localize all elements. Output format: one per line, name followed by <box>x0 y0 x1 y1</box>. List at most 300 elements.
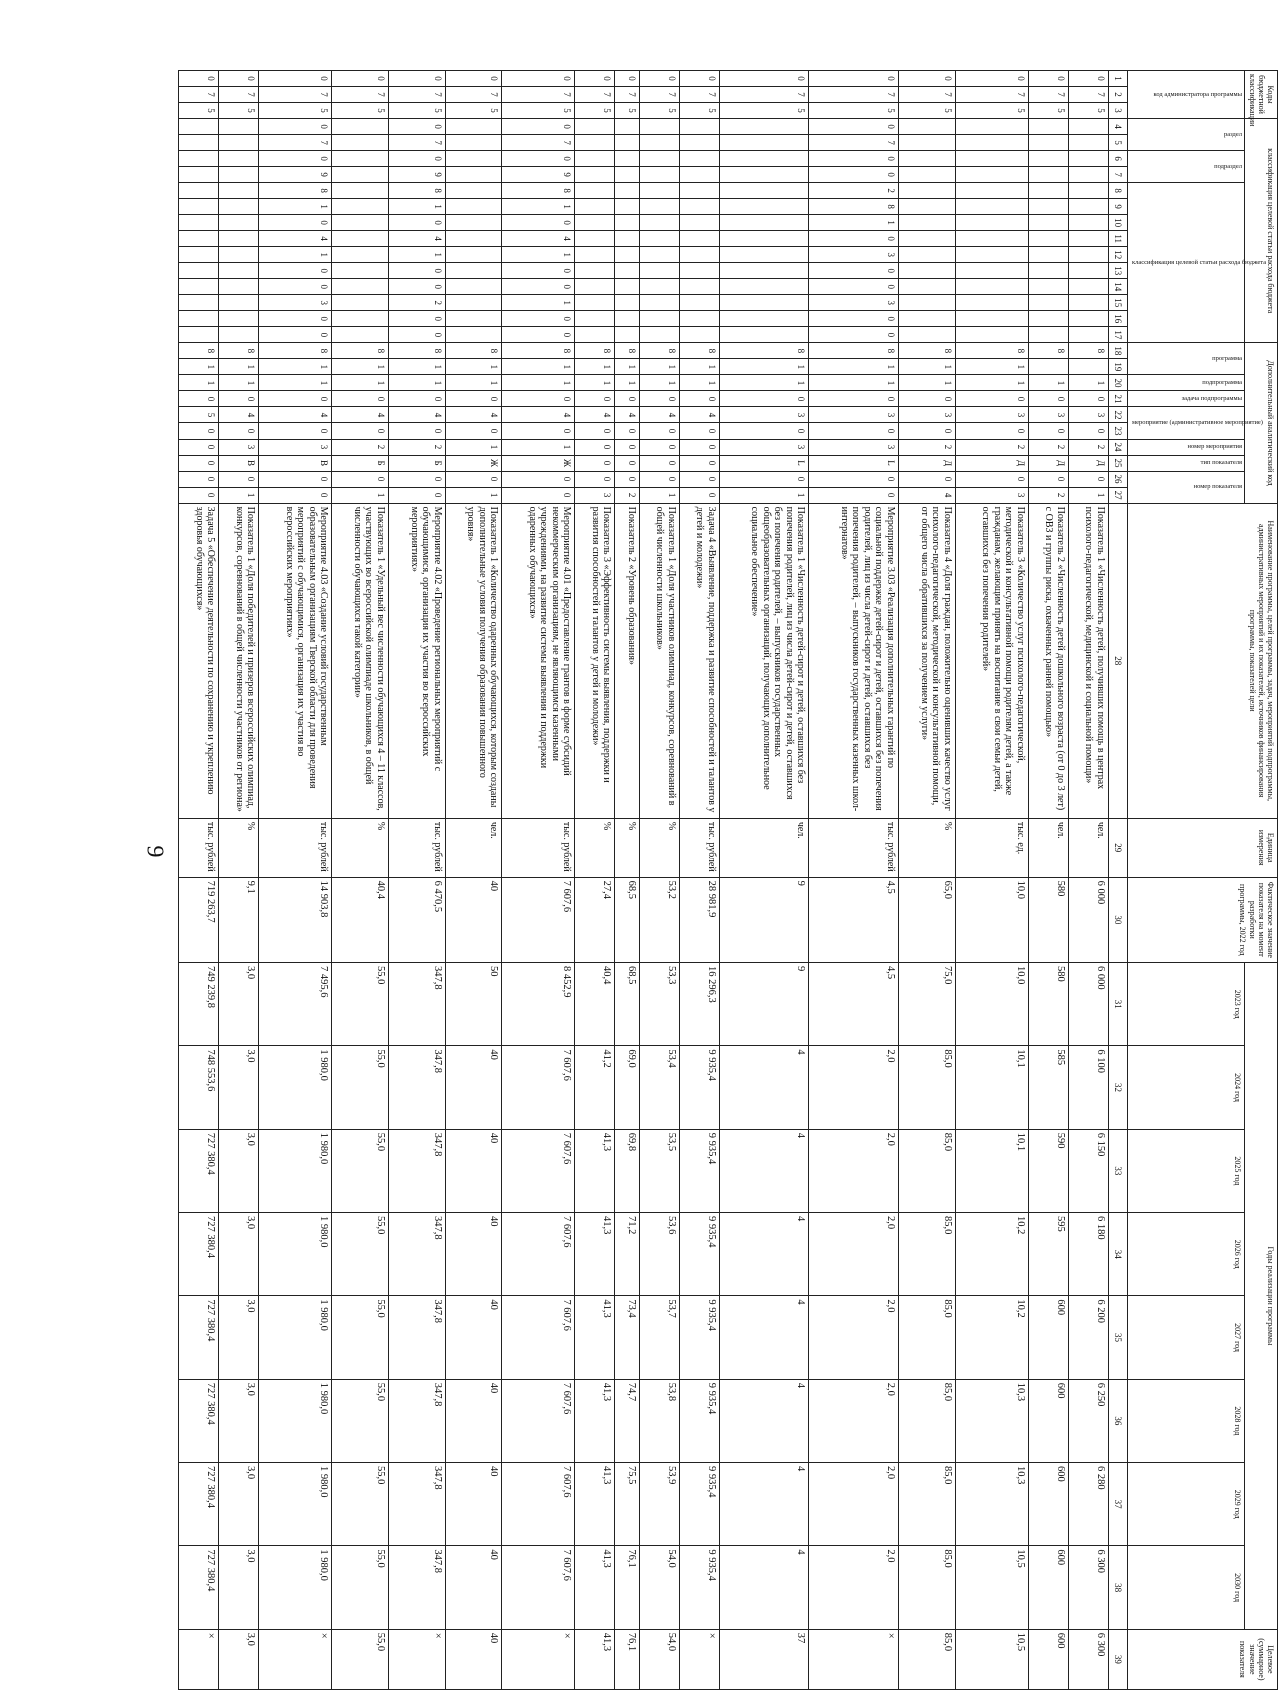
year-value: 1 980,0 <box>259 1046 332 1129</box>
code-digit <box>639 183 679 199</box>
code-digit: 0 <box>445 71 502 87</box>
header-subprog: подпрограмма <box>1127 375 1244 391</box>
code-digit: 0 <box>502 391 575 407</box>
header-task: задача подпрограммы <box>1127 391 1244 407</box>
header-final: Целевое (суммарное) значение показателя <box>1127 1629 1277 1689</box>
code-digit <box>615 183 639 199</box>
year-value: 9 <box>719 963 809 1046</box>
code-digit: 4 <box>219 407 259 423</box>
column-number: 11 <box>1108 231 1127 247</box>
row-unit: тыс. рублей <box>259 818 332 877</box>
year-value: 727 380,4 <box>179 1213 219 1296</box>
code-digit: 0 <box>332 71 389 87</box>
code-digit: 0 <box>615 391 639 407</box>
code-digit <box>1068 311 1108 327</box>
code-digit <box>719 295 809 311</box>
code-digit: 1 <box>388 199 445 215</box>
final-value: 40 <box>445 1629 502 1689</box>
code-digit: 1 <box>445 487 502 503</box>
code-digit: 8 <box>445 343 502 359</box>
code-digit <box>1068 135 1108 151</box>
row-unit: % <box>639 818 679 877</box>
code-digit <box>679 183 719 199</box>
code-digit <box>679 311 719 327</box>
fact-value: 65,0 <box>899 877 956 962</box>
code-digit: 0 <box>679 439 719 455</box>
year-value: 3,0 <box>219 1046 259 1129</box>
code-digit: 3 <box>1028 407 1068 423</box>
code-digit <box>445 327 502 343</box>
row-unit: тыс. рублей <box>809 818 899 877</box>
code-digit <box>719 167 809 183</box>
column-number: 7 <box>1108 167 1127 183</box>
code-digit <box>955 183 1028 199</box>
year-value: 727 380,4 <box>179 1546 219 1629</box>
code-digit <box>179 199 219 215</box>
code-digit <box>445 231 502 247</box>
code-digit: 1 <box>575 359 615 375</box>
code-digit <box>615 279 639 295</box>
column-number: 33 <box>1108 1129 1127 1212</box>
fact-value: 53,2 <box>639 877 679 962</box>
code-digit: 7 <box>388 135 445 151</box>
code-digit: 0 <box>615 423 639 439</box>
code-digit: 2 <box>1068 439 1108 455</box>
code-digit: 1 <box>679 375 719 391</box>
code-digit <box>955 231 1028 247</box>
code-digit <box>219 135 259 151</box>
code-digit <box>899 327 956 343</box>
code-digit: 0 <box>259 423 332 439</box>
code-digit: 0 <box>388 391 445 407</box>
fact-value: 40 <box>445 877 502 962</box>
year-value: 40 <box>445 1129 502 1212</box>
code-digit <box>332 199 389 215</box>
column-numbers-row <box>1108 71 1127 1690</box>
code-digit <box>1068 167 1108 183</box>
code-digit: 0 <box>575 423 615 439</box>
code-digit: 5 <box>1028 103 1068 119</box>
code-digit <box>679 327 719 343</box>
code-digit <box>219 151 259 167</box>
year-value: 1 980,0 <box>259 1546 332 1629</box>
year-value: 69,8 <box>615 1129 639 1212</box>
code-digit: 5 <box>679 103 719 119</box>
row-name: Показатель 2 «Уровень образования» <box>615 503 639 818</box>
code-digit: 0 <box>502 311 575 327</box>
code-digit <box>899 215 956 231</box>
year-value: 6 000 <box>1068 963 1108 1046</box>
code-digit <box>639 215 679 231</box>
code-digit <box>445 215 502 231</box>
code-digit: 1 <box>219 375 259 391</box>
code-digit: 1 <box>575 375 615 391</box>
code-digit: 4 <box>388 407 445 423</box>
code-digit <box>445 135 502 151</box>
code-digit <box>639 327 679 343</box>
year-value: 85,0 <box>899 1546 956 1629</box>
code-digit <box>719 215 809 231</box>
table-row <box>719 71 809 1690</box>
code-digit <box>899 279 956 295</box>
code-digit: 8 <box>259 343 332 359</box>
code-digit: 3 <box>809 439 899 455</box>
code-digit: 1 <box>259 359 332 375</box>
code-digit: 0 <box>1028 391 1068 407</box>
code-digit: 4 <box>502 407 575 423</box>
code-digit <box>955 119 1028 135</box>
code-digit: 0 <box>809 71 899 87</box>
code-digit: 0 <box>219 423 259 439</box>
year-value: 2,0 <box>809 1546 899 1629</box>
year-value: 2,0 <box>809 1046 899 1129</box>
code-digit: 0 <box>332 471 389 487</box>
code-digit <box>179 311 219 327</box>
code-digit: 0 <box>179 487 219 503</box>
code-digit: 7 <box>719 87 809 103</box>
year-value: 53,3 <box>639 963 679 1046</box>
fact-value: 9 <box>719 877 809 962</box>
code-digit: 0 <box>809 263 899 279</box>
code-digit <box>445 279 502 295</box>
code-digit <box>219 215 259 231</box>
code-digit <box>719 199 809 215</box>
code-digit <box>575 199 615 215</box>
code-digit: 5 <box>179 103 219 119</box>
code-digit: 0 <box>719 471 809 487</box>
final-value: 85,0 <box>899 1629 956 1689</box>
code-digit <box>719 279 809 295</box>
code-digit: 7 <box>259 87 332 103</box>
code-digit <box>1028 327 1068 343</box>
row-unit: тыс. ед. <box>955 818 1028 877</box>
year-value: 2,0 <box>809 1213 899 1296</box>
code-digit <box>332 279 389 295</box>
code-digit: 0 <box>809 231 899 247</box>
code-digit <box>899 247 956 263</box>
table-row <box>332 71 389 1690</box>
row-unit: тыс. рублей <box>388 818 445 877</box>
code-digit: 5 <box>1068 103 1108 119</box>
row-name: Показатель 1 «Численность детей, получивших помощь в центрах психолого-педагогической, медицинской и социальной помощи» <box>1068 503 1108 818</box>
code-digit <box>1028 231 1068 247</box>
year-value: 4 <box>719 1379 809 1462</box>
column-number: 4 <box>1108 119 1127 135</box>
year-value: 347,8 <box>388 963 445 1046</box>
code-digit: 7 <box>809 87 899 103</box>
code-digit <box>679 231 719 247</box>
code-digit <box>1068 247 1108 263</box>
final-value: × <box>259 1629 332 1689</box>
code-digit: 0 <box>575 71 615 87</box>
year-value: 1 980,0 <box>259 1379 332 1462</box>
code-digit: 0 <box>502 487 575 503</box>
code-digit: 1 <box>955 375 1028 391</box>
year-value: 1 980,0 <box>259 1213 332 1296</box>
code-digit: 1 <box>1068 375 1108 391</box>
code-digit <box>1028 135 1068 151</box>
year-value: 748 553,6 <box>179 1046 219 1129</box>
code-digit <box>679 151 719 167</box>
year-value: 75,5 <box>615 1463 639 1546</box>
code-digit: 8 <box>332 343 389 359</box>
year-value: 347,8 <box>388 1046 445 1129</box>
code-digit: 2 <box>1028 439 1068 455</box>
header-year-2025: 2025 год <box>1127 1129 1244 1212</box>
year-value: 9 935,4 <box>679 1463 719 1546</box>
code-digit <box>639 231 679 247</box>
row-name: Показатель 3 «Эффективность системы выявления, поддержки и развития способностей и талантов у детей и молодежи» <box>575 503 615 818</box>
code-digit <box>615 295 639 311</box>
code-digit: Б <box>332 455 389 471</box>
code-digit: 0 <box>639 391 679 407</box>
code-digit <box>615 231 639 247</box>
code-digit <box>679 279 719 295</box>
code-digit <box>219 311 259 327</box>
year-value: 41,3 <box>575 1213 615 1296</box>
year-value: 7 495,6 <box>259 963 332 1046</box>
code-digit: 0 <box>388 327 445 343</box>
year-value: 9 935,4 <box>679 1379 719 1462</box>
code-digit <box>575 327 615 343</box>
code-digit <box>679 247 719 263</box>
code-digit: 0 <box>1028 71 1068 87</box>
code-digit: 2 <box>1028 487 1068 503</box>
code-digit <box>899 295 956 311</box>
code-digit <box>219 327 259 343</box>
year-value: 4 <box>719 1129 809 1212</box>
year-value: 53,5 <box>639 1129 679 1212</box>
header-kbk: Коды бюджетной классификации <box>1245 71 1278 119</box>
column-number: 34 <box>1108 1213 1127 1296</box>
code-digit: 0 <box>679 71 719 87</box>
code-digit: В <box>219 455 259 471</box>
year-value: 73,4 <box>615 1296 639 1379</box>
code-digit: 0 <box>575 439 615 455</box>
year-value: 10,2 <box>955 1296 1028 1379</box>
code-digit <box>179 135 219 151</box>
year-value: 71,2 <box>615 1213 639 1296</box>
header-extra-group: Дополнительный аналитический код <box>1245 343 1278 503</box>
final-value: 6 300 <box>1068 1629 1108 1689</box>
year-value: 727 380,4 <box>179 1463 219 1546</box>
code-digit: 0 <box>388 151 445 167</box>
column-number: 12 <box>1108 247 1127 263</box>
code-digit <box>332 183 389 199</box>
code-digit <box>575 183 615 199</box>
code-digit <box>615 199 639 215</box>
code-digit: 1 <box>809 215 899 231</box>
column-number: 17 <box>1108 327 1127 343</box>
year-value: 595 <box>1028 1213 1068 1296</box>
code-digit: 8 <box>955 343 1028 359</box>
code-digit: 1 <box>332 487 389 503</box>
fact-value: 40,4 <box>332 877 389 962</box>
code-digit <box>719 263 809 279</box>
code-digit: 8 <box>502 183 575 199</box>
code-digit: 0 <box>719 423 809 439</box>
row-unit: % <box>899 818 956 877</box>
code-digit: 1 <box>719 359 809 375</box>
year-value: 3,0 <box>219 1379 259 1462</box>
header-admin: код администратора программы <box>1127 71 1244 119</box>
year-value: 53,6 <box>639 1213 679 1296</box>
column-number: 26 <box>1108 471 1127 487</box>
final-value: × <box>809 1629 899 1689</box>
row-unit: чел. <box>445 818 502 877</box>
table-row <box>639 71 679 1690</box>
code-digit: 1 <box>445 439 502 455</box>
code-digit: 8 <box>1068 343 1108 359</box>
column-number: 28 <box>1108 503 1127 818</box>
code-digit: 0 <box>502 151 575 167</box>
code-digit: 8 <box>259 183 332 199</box>
code-digit <box>332 135 389 151</box>
year-value: 580 <box>1028 963 1068 1046</box>
year-value: 50 <box>445 963 502 1046</box>
code-digit <box>899 183 956 199</box>
code-digit: 0 <box>1068 471 1108 487</box>
header-year-2024: 2024 год <box>1127 1046 1244 1129</box>
table-row <box>615 71 639 1690</box>
code-digit: 0 <box>388 471 445 487</box>
final-value: 41,3 <box>575 1629 615 1689</box>
year-value: 10,1 <box>955 1046 1028 1129</box>
code-digit <box>332 295 389 311</box>
code-digit <box>1068 263 1108 279</box>
code-digit: 0 <box>332 423 389 439</box>
code-digit: 1 <box>615 359 639 375</box>
code-digit <box>639 151 679 167</box>
code-digit: 1 <box>1068 487 1108 503</box>
year-value: 10,2 <box>955 1213 1028 1296</box>
year-value: 55,0 <box>332 1546 389 1629</box>
code-digit: 2 <box>899 439 956 455</box>
code-digit: 5 <box>575 103 615 119</box>
year-value: 85,0 <box>899 1379 956 1462</box>
row-name: Мероприятие 4.02 «Проведение региональных мероприятий с обучающимися, организация их участия во всероссийских мероприятиях» <box>388 503 445 818</box>
code-digit: 8 <box>809 199 899 215</box>
fact-value: 28 981,9 <box>679 877 719 962</box>
code-digit: 0 <box>809 487 899 503</box>
code-digit: 0 <box>809 119 899 135</box>
code-digit: 0 <box>502 279 575 295</box>
code-digit <box>445 311 502 327</box>
code-digit: 1 <box>388 375 445 391</box>
code-digit: 0 <box>809 167 899 183</box>
code-digit <box>219 231 259 247</box>
code-digit: 1 <box>219 487 259 503</box>
code-digit: 0 <box>639 455 679 471</box>
row-unit: тыс. рублей <box>502 818 575 877</box>
column-number: 15 <box>1108 295 1127 311</box>
table-row <box>575 71 615 1690</box>
code-digit: 7 <box>219 87 259 103</box>
code-digit <box>719 183 809 199</box>
column-number: 30 <box>1108 877 1127 962</box>
code-digit: 1 <box>639 359 679 375</box>
year-value: 7 607,6 <box>502 1463 575 1546</box>
code-digit: 0 <box>809 311 899 327</box>
year-value: 4 <box>719 1296 809 1379</box>
fact-value: 14 903,8 <box>259 877 332 962</box>
code-digit <box>179 295 219 311</box>
year-value: 53,4 <box>639 1046 679 1129</box>
code-digit <box>1028 199 1068 215</box>
column-number: 37 <box>1108 1463 1127 1546</box>
code-digit <box>1068 199 1108 215</box>
year-value: 3,0 <box>219 1546 259 1629</box>
code-digit: 8 <box>219 343 259 359</box>
code-digit: Д <box>899 455 956 471</box>
fact-value: 27,4 <box>575 877 615 962</box>
year-value: 41,3 <box>575 1129 615 1212</box>
code-digit: 2 <box>332 439 389 455</box>
code-digit <box>575 167 615 183</box>
code-digit: 5 <box>955 103 1028 119</box>
code-digit <box>1028 119 1068 135</box>
code-digit <box>332 247 389 263</box>
code-digit: 0 <box>615 71 639 87</box>
code-digit <box>219 247 259 263</box>
code-digit <box>219 199 259 215</box>
year-value: 55,0 <box>332 1296 389 1379</box>
column-number: 14 <box>1108 279 1127 295</box>
code-digit: 8 <box>388 343 445 359</box>
code-digit: 4 <box>259 407 332 423</box>
code-digit: 0 <box>502 119 575 135</box>
code-digit: 5 <box>388 103 445 119</box>
header-num-event: номер мероприятия <box>1127 439 1244 455</box>
row-unit: чел. <box>1068 818 1108 877</box>
code-digit: Д <box>1068 455 1108 471</box>
code-digit: 0 <box>899 423 956 439</box>
code-digit <box>575 119 615 135</box>
year-value: 6 280 <box>1068 1463 1108 1546</box>
code-digit <box>955 215 1028 231</box>
year-value: 55,0 <box>332 1463 389 1546</box>
header-subsection: подраздел <box>1127 151 1244 183</box>
code-digit <box>1068 327 1108 343</box>
row-name: Мероприятие 4.01 «Предоставление грантов в форме субсидий некоммерческим организациям, не являющимся казенными учреждениями, на развитие системы выявления и поддержки одаренных обучающихся» <box>502 503 575 818</box>
year-value: 4 <box>719 1546 809 1629</box>
year-value: 75,0 <box>899 963 956 1046</box>
code-digit <box>575 247 615 263</box>
code-digit: 0 <box>1028 423 1068 439</box>
year-value: 1 980,0 <box>259 1296 332 1379</box>
year-value: 53,7 <box>639 1296 679 1379</box>
year-value: 55,0 <box>332 1046 389 1129</box>
year-value: 53,8 <box>639 1379 679 1462</box>
code-digit <box>1068 119 1108 135</box>
code-digit <box>955 263 1028 279</box>
code-digit <box>179 247 219 263</box>
code-digit: 7 <box>502 87 575 103</box>
year-value: 85,0 <box>899 1046 956 1129</box>
code-digit <box>615 167 639 183</box>
code-digit <box>679 119 719 135</box>
code-digit: 9 <box>259 167 332 183</box>
year-value: 3,0 <box>219 1129 259 1212</box>
code-digit <box>445 167 502 183</box>
code-digit <box>575 279 615 295</box>
code-digit: 4 <box>259 231 332 247</box>
column-number: 13 <box>1108 263 1127 279</box>
code-digit <box>332 263 389 279</box>
code-digit: 3 <box>809 295 899 311</box>
column-number: 2 <box>1108 87 1127 103</box>
code-digit: 0 <box>575 391 615 407</box>
